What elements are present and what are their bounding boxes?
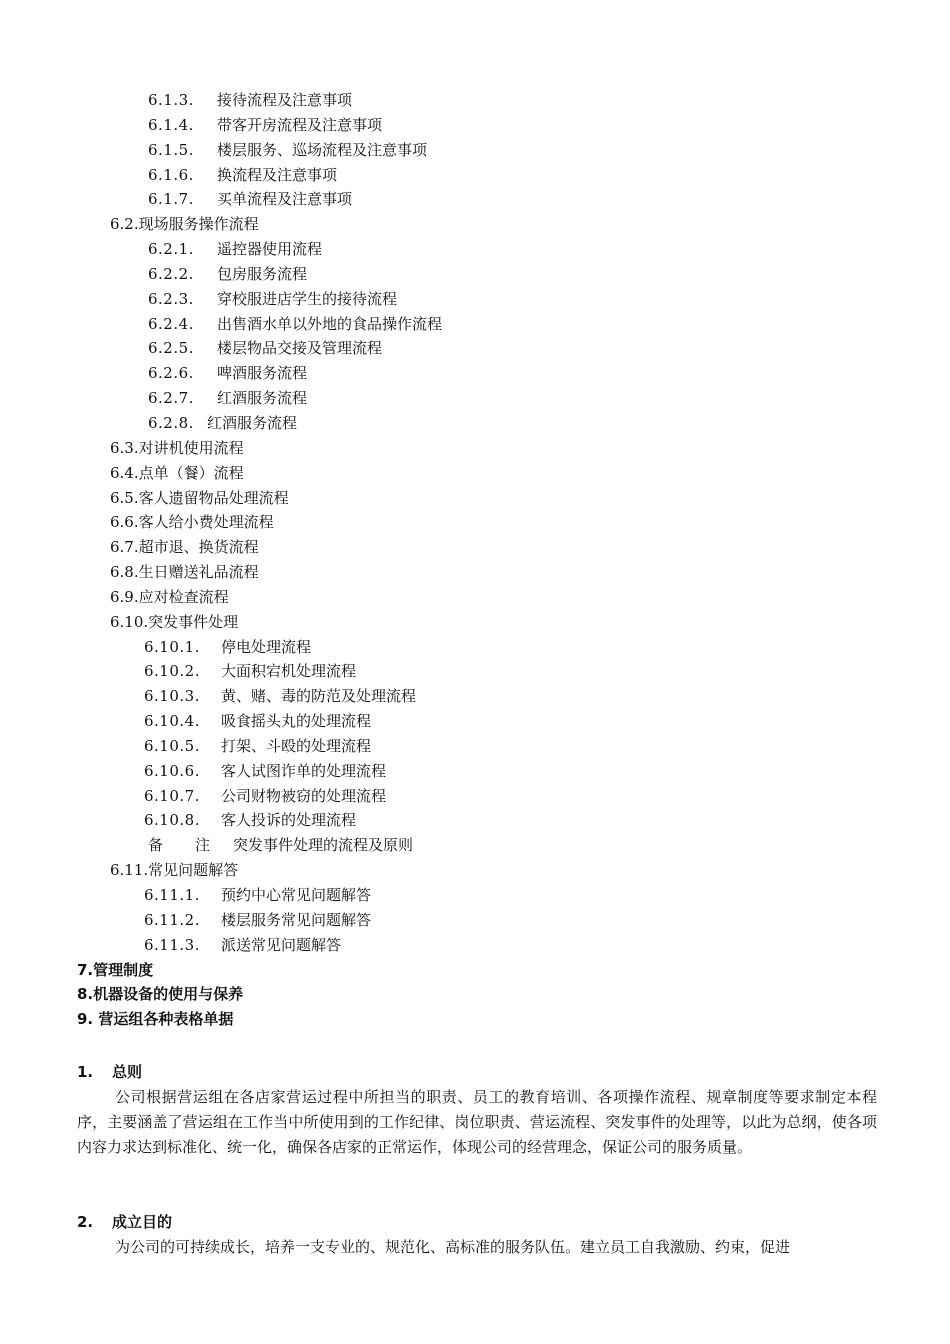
toc-heading-6-6: 6.6.客人给小费处理流程	[110, 513, 274, 532]
toc-entry-6-11-2: 6.11.2. 楼层服务常见问题解答	[144, 910, 372, 929]
toc-entry-6-10-7: 6.10.7. 公司财物被窃的处理流程	[144, 786, 387, 805]
toc-entry-6-10-3: 6.10.3. 黄、赌、毒的防范及处理流程	[144, 687, 417, 706]
table-of-contents	[0, 88, 950, 1032]
toc-entry-6-11-1: 6.11.1. 预约中心常见问题解答	[144, 886, 372, 904]
toc-entry-6-2-6: 6.2.6. 啤酒服务流程	[148, 364, 308, 383]
toc-chapter-7: 7.管理制度	[77, 960, 154, 979]
toc-heading-6-2: 6.2.现场服务操作流程	[110, 215, 259, 234]
toc-entry-6-2-4: 6.2.4. 出售酒水单以外地的食品操作流程	[148, 314, 443, 333]
toc-heading-6-4: 6.4.点单（餐）流程	[110, 463, 244, 482]
toc-entry-6-1-3: 6.1.3. 接待流程及注意事项	[148, 91, 353, 109]
toc-heading-6-11: 6.11.常见问题解答	[110, 861, 239, 880]
toc-entry-6-10-1: 6.10.1. 停电处理流程	[144, 637, 312, 656]
toc-heading-6-5: 6.5.客人遗留物品处理流程	[110, 488, 289, 507]
toc-heading-6-7: 6.7.超市退、换货流程	[110, 538, 259, 557]
section-purpose	[0, 1209, 950, 1275]
toc-entry-6-2-5: 6.2.5. 楼层物品交接及管理流程	[148, 339, 383, 358]
toc-note: 备注突发事件处理的流程及原则	[148, 836, 414, 855]
toc-entry-6-2-8: 6.2.8. 红酒服务流程	[148, 413, 298, 432]
toc-entry-6-10-4: 6.10.4. 吸食摇头丸的处理流程	[144, 712, 372, 731]
toc-entry-6-1-7: 6.1.7. 买单流程及注意事项	[148, 190, 353, 209]
section-heading: 1. 总则	[77, 1063, 143, 1081]
section-general	[0, 1059, 950, 1175]
toc-entry-6-1-6: 6.1.6. 换流程及注意事项	[148, 165, 338, 184]
toc-chapter-8: 8.机器设备的使用与保养	[77, 985, 244, 1004]
toc-entry-6-2-2: 6.2.2. 包房服务流程	[148, 264, 308, 283]
toc-heading-6-9: 6.9.应对检查流程	[110, 587, 229, 606]
toc-entry-6-10-8: 6.10.8. 客人投诉的处理流程	[144, 811, 357, 830]
toc-entry-6-2-1: 6.2.1. 遥控器使用流程	[148, 240, 323, 259]
toc-heading-6-3: 6.3.对讲机使用流程	[110, 438, 244, 457]
toc-entry-6-2-7: 6.2.7. 红酒服务流程	[148, 389, 308, 408]
toc-entry-6-11-3: 6.11.3. 派送常见问题解答	[144, 935, 342, 954]
toc-chapter-9: 9. 营运组各种表格单据	[77, 1010, 234, 1029]
section-heading: 2. 成立目的	[77, 1213, 173, 1231]
toc-entry-6-2-3: 6.2.3. 穿校服进店学生的接待流程	[148, 289, 398, 308]
toc-heading-6-8: 6.8.生日赠送礼品流程	[110, 563, 259, 582]
toc-entry-6-1-5: 6.1.5. 楼层服务、巡场流程及注意事项	[148, 140, 428, 159]
toc-entry-6-10-2: 6.10.2. 大面积宕机处理流程	[144, 662, 357, 681]
section-paragraph: 为公司的可持续成长，培养一支专业的、规范化、高标准的服务队伍。建立员工自我激励、约束，促进	[115, 1238, 791, 1256]
toc-entry-6-10-6: 6.10.6. 客人试图诈单的处理流程	[144, 761, 387, 780]
toc-entry-6-1-4: 6.1.4. 带客开房流程及注意事项	[148, 115, 383, 134]
toc-entry-6-10-5: 6.10.5. 打架、斗殴的处理流程	[144, 736, 372, 755]
section-paragraph: 公司根据营运组在各店家营运过程中所担当的职责、员工的教育培训、各项操作流程、规章制度等要求制定本程序，主要涵盖了营运组在工作当中所使用到的工作纪律、岗位职责、营运流程、突发事件的处理等，以此为总纲，使各项内容力求达到标准化、统一化，确保各店家的正常运作，体现公司的经营理念，保证公司的服务质量。	[77, 1088, 877, 1156]
toc-heading-6-10: 6.10.突发事件处理	[110, 612, 239, 631]
